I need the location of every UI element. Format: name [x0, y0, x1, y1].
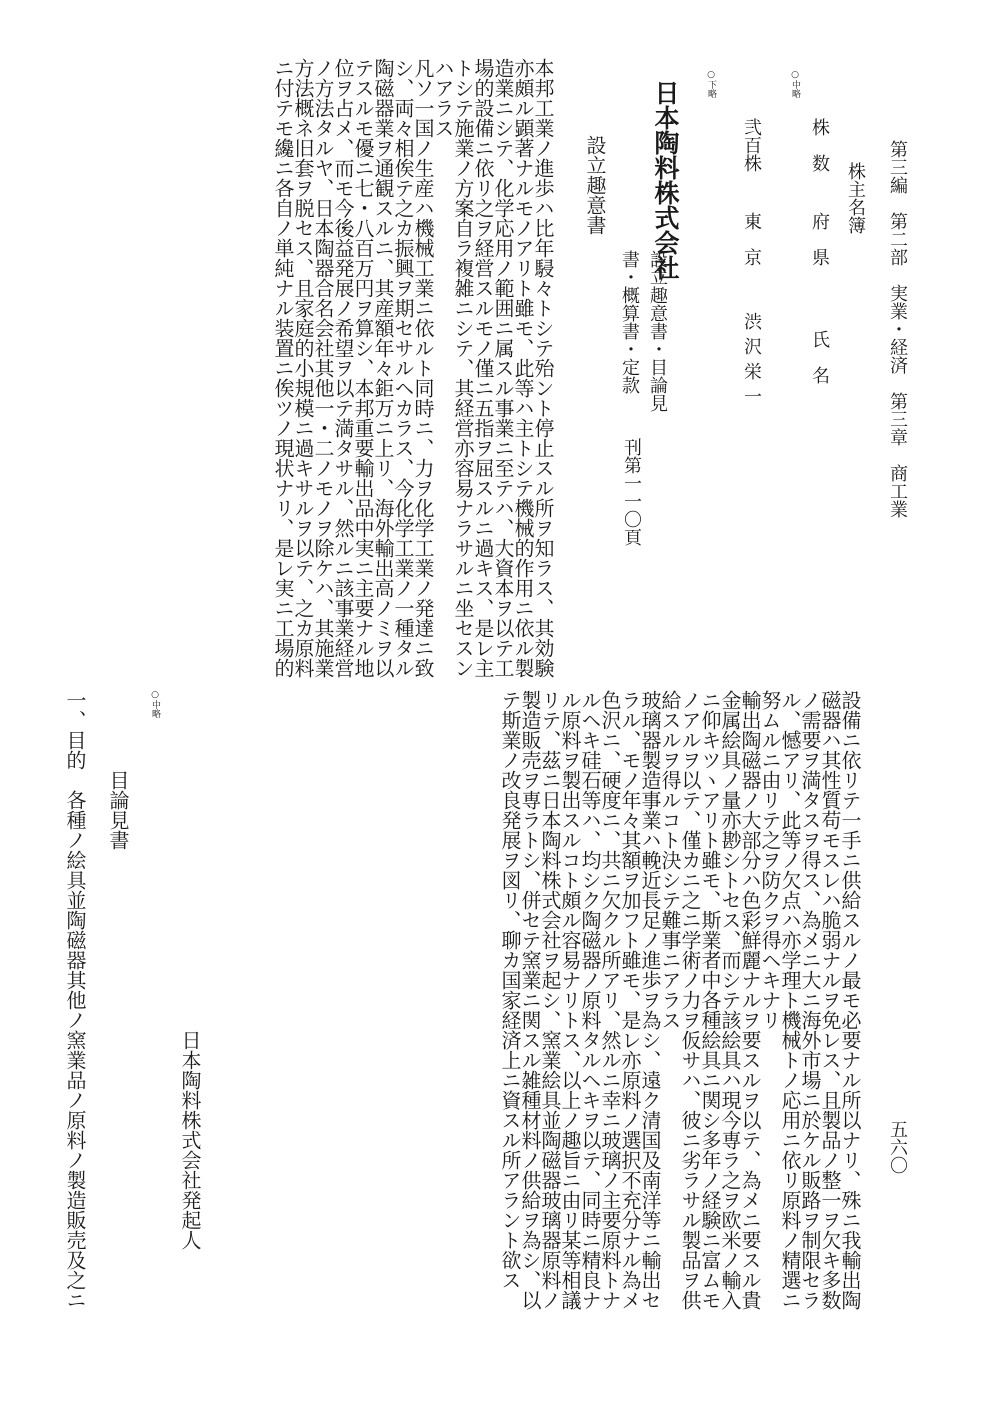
text-column: 陶磁器業ヲ通観スルニ、其産額年々鉅万ニ上リ、海外輸出高ノミヲ以 — [371, 58, 395, 678]
col-shares-label: 株 数 — [809, 118, 830, 172]
prefecture-value: 東 京 — [741, 212, 762, 266]
omission-mark: ○中略 — [790, 70, 800, 98]
shareholder-heading: 株主名簿 — [845, 162, 866, 234]
text-column: ル原料ヲ製出スルコト頗ル容易ナリトス、以上ノ趣旨ニ由リ某等相議 — [558, 690, 582, 1310]
shares-value: 弐百株 — [741, 118, 762, 172]
promoter-signature: 日本陶料株式会社発起人 — [178, 1030, 202, 1250]
text-column: ル、憾アリ、此等ノ欠点ハ亦学理ト機械トノ応用ニ依リ原料ノ精選ニ — [778, 690, 802, 1310]
company-title: 日本陶料株式会社 — [651, 80, 680, 280]
text-column: 輸出陶磁器ノ大部分ハ色彩鮮麗ナルヲ要スルヲ以テ、為メニ要スル貴 — [738, 690, 762, 1310]
text-column: ノ方法タルヤ、日本陶器合名会社其他一・二ノモノヲ除ケハ、其施業 — [311, 58, 335, 678]
text-column: 磁器ハ其性質苟モスレハ脆弱ナルヲ免レス、且製品ノ整一ヲ欠キ多数 — [818, 690, 842, 1310]
doc-title-line-2: 書・概算書・定款 — [619, 250, 640, 394]
text-column: 製造販売ヲ専ラトシ、併セテ窯業ニ関スル雑種材料ノ供給ヲ為シ、以 — [518, 690, 542, 1310]
text-column: 設備ニ依リテ一手ニ供給スルノ最モ必要ナル所以ナリ、殊ニ我輸出陶 — [838, 690, 862, 1310]
text-column: ハアラス — [431, 58, 455, 138]
prospectus-text-upper — [65, 58, 555, 678]
omission-mark: ○下略 — [706, 70, 716, 98]
text-column: 造業ニシテ、化学応用ノ範囲ニ属スル事業ニ至テハ、大資本ヲ以テ工 — [491, 58, 515, 678]
text-column: 凡ソ一国ノ生産ハ機械工業ニ依ルト同時ニ、力ヲ化学工業ノ発達ニ致 — [411, 58, 435, 678]
mokuromi-item-1: 一、目的 各種ノ絵具並陶磁器其他ノ窯業品ノ原料ノ製造販売及之ニ — [63, 690, 87, 1310]
text-column: テスルモ優ニ七・八百万円ヲ算シ、本邦重要輸出品中実ニ主要ナル地 — [351, 58, 375, 678]
text-column: ラル、モノ年々其額ヲ加フト雖モ、是レ亦原料ノ選択不充分ナル為メ — [618, 690, 642, 1310]
text-column: 色沢ニ、硬度ニ、共ニ欠クル所アリ、然ルニ幸ニ玻璃ノ主要原料トナ — [598, 690, 622, 1310]
doc-title-line-1: 設立趣意書・目論見 — [647, 250, 668, 412]
shareholder-name: 渋沢栄一 — [741, 312, 762, 412]
text-column: シ、両々相俟テ之カ振興ヲ期セサルヘカラス、今化学工業ノ一種タル — [391, 58, 415, 678]
text-column: ノアルヲ以テ、僅カニ之ニ学術ノ力ヲ仮サハ、彼ニ劣ラサル製品ヲ供 — [678, 690, 702, 1310]
source-reference: 刊第一一〇頁 — [621, 438, 642, 546]
mokuromi-heading: 目論見書 — [106, 770, 130, 850]
text-column: リテ、茲ニ日本陶料株式会社ヲ起シ、窯業絵具並陶磁器玻璃器原料ノ — [538, 690, 562, 1310]
section-heading: 設立趣意書 — [583, 135, 607, 235]
text-column: 方法概ネ旧套ヲ脱セス、且家庭的小規模ニ過キサルヲ以テ、之カ原料 — [291, 58, 315, 678]
col-name-label: 氏 名 — [809, 330, 830, 384]
text-column: ニ付テモ纔ニ各自ノ単純ナル装置ニ俟ツノ現状ナリ、是レ実ニ工場的 — [271, 58, 295, 678]
text-column: トシテ施業ノ方案自ラ複雑ニシテ、其経営亦容易ナラサルニ坐セスン — [451, 58, 475, 678]
text-column: 給スルヲ得ルコト決シテ難事ニアラス — [658, 690, 682, 1030]
text-column: 努ムルニ由リテ之ヲ防クヲ得ヘキナリ — [758, 690, 782, 1030]
text-column: 玻璃器製造事業ハ輓近長足ノ進歩ヲ為シ、遠ク清国及南洋等ニ輸出セ — [638, 690, 662, 1310]
text-column: 本邦工業ノ進歩ハ比年駸々トシテ殆ント停止スル所ヲ知ラス、其効験 — [531, 58, 555, 678]
prospectus-text-lower — [200, 690, 860, 1350]
text-column: 金属絵具ノ量亦尠シトセス、而シテ該絵具ハ現今専ラ之ヲ欧米ノ輸入 — [718, 690, 742, 1310]
text-column: テ斯業ノ改良発展ヲ図リ、聊カ国家経済上ニ資スル所アラント欲ス — [498, 690, 522, 1290]
text-column: ニ仰キツヽアリト雖モ、斯業者中各種絵具ニ関シ多年ノ経験ニ富ムモ — [698, 690, 722, 1310]
text-column: 場的設備ニ依リ之ヲ経営スルモノ僅ニ五指ヲ屈スルニ過キス、是レ主 — [471, 58, 495, 678]
running-title: 第三編 第二部 実業・経済 第三章 商工業 — [887, 140, 908, 518]
col-prefecture-label: 府 県 — [809, 212, 830, 266]
omission-mark: ○中略 — [150, 690, 160, 718]
text-column: ノ需要ヲ満タスヲ得ス、為メニ大ニ海外市場ニ於ケル販路ヲ制限セラ — [798, 690, 822, 1310]
page-number: 五六〇 — [887, 1120, 908, 1174]
text-column: 亦頗ル顕著ナルモノアリト雖モ、此等ハ主トシテ機械的作用ニ依ル製 — [511, 58, 535, 678]
text-column: ルヘキ硅石等ハ、均シク陶磁器ノ原料タルヘキヲ以テ、同時ニ精良ナ — [578, 690, 602, 1310]
text-column: 位ヲ占メ、而モ今後益発展ノ希望ヲ以テ満タサル、然ルニ該事業経営 — [331, 58, 355, 678]
